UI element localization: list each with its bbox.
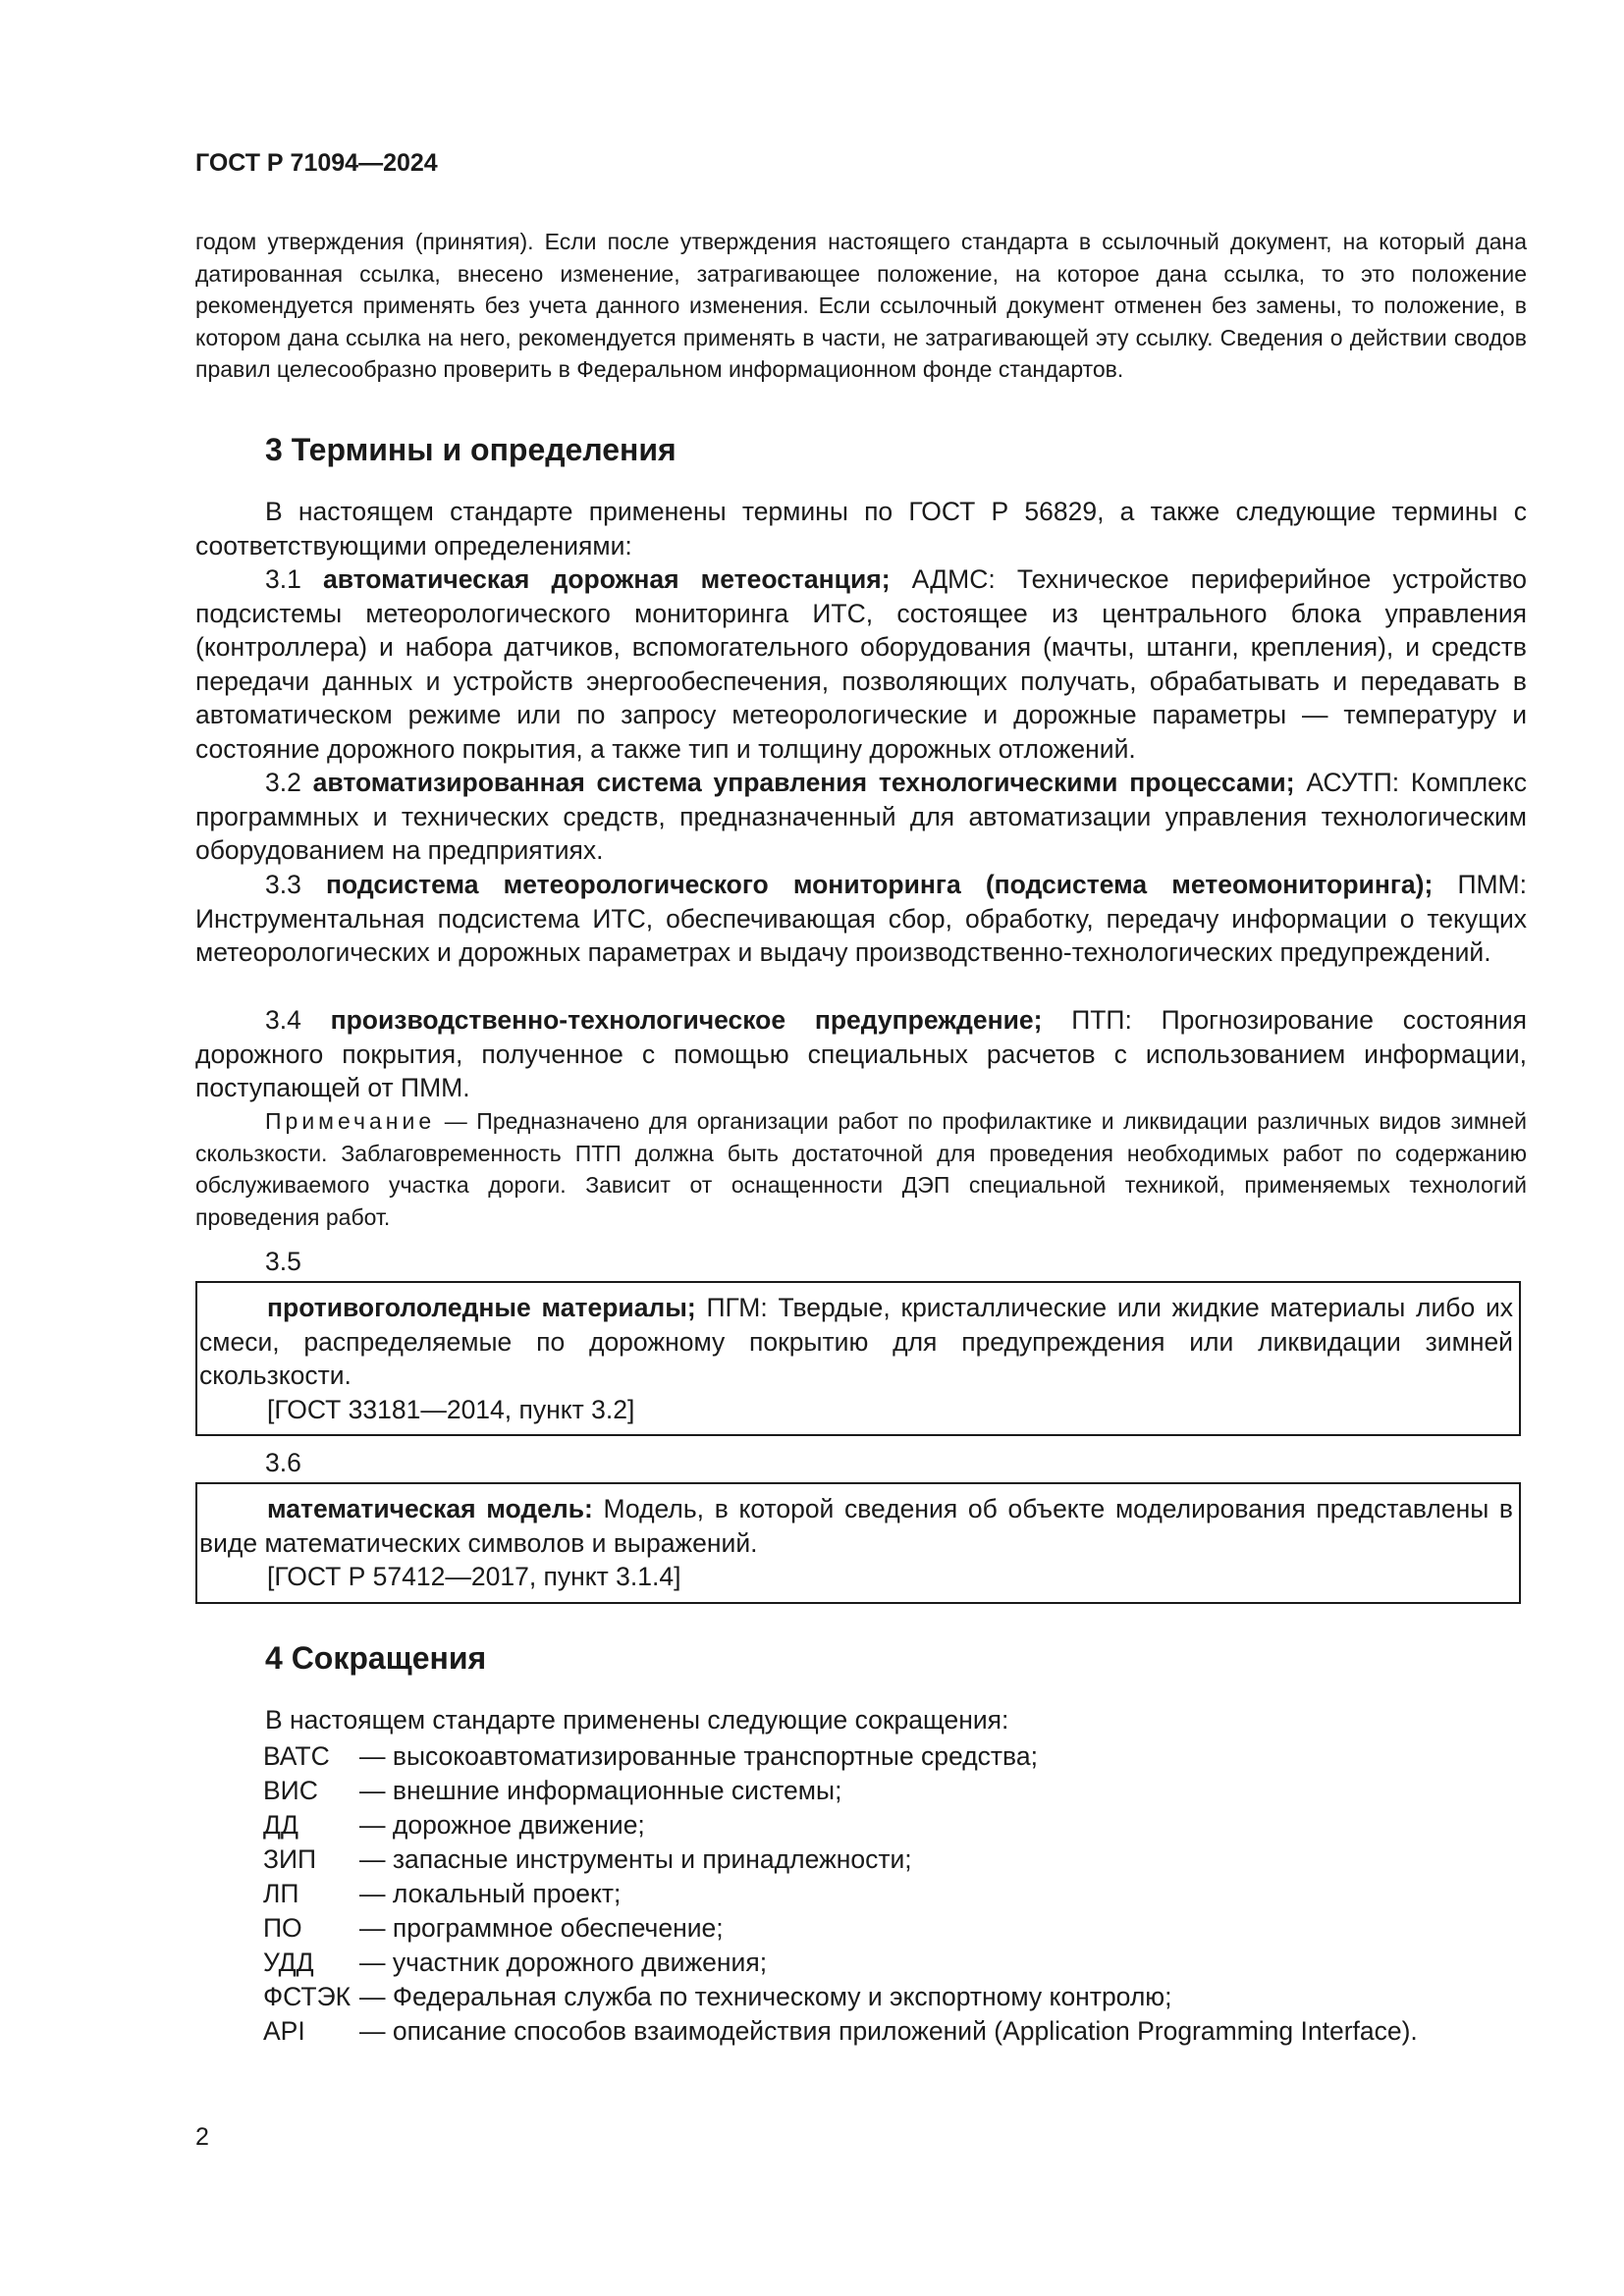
term-number: 3.1 — [265, 564, 301, 594]
term-name: противогололедные материалы; — [267, 1293, 696, 1322]
term-3-6-box — [195, 1482, 1521, 1604]
note-text: — Предназначено для организации работ по профилактике и ликвидации различных видов зимней скользкости. Заблаговременность ПТП должна быть достаточной для проведения необходимых работ по содержанию обслуживаемого участка дороги. Зависит от оснащенности ДЭП специальной техникой, применяемых технологий проведения работ. — [195, 1108, 1527, 1230]
abbreviation-term: УДД — [263, 1948, 314, 1977]
abbreviation-row — [263, 1739, 1038, 1774]
abbreviation-row — [263, 1774, 841, 1808]
term-definition: ПТП: Прогнозирование состояния дорожного покрытия, полученное с помощью специальных расчетов с использованием информации, поступающей от ПММ. — [195, 1005, 1527, 1102]
page-number: 2 — [195, 2123, 209, 2151]
abbreviation-row — [263, 1980, 1172, 2014]
abbreviation-term: ВИС — [263, 1776, 318, 1805]
abbreviation-row — [263, 2014, 1418, 2049]
term-definition: ПГМ: Твердые, кристаллические или жидкие материалы либо их смеси, распределяемые по дорожному покрытию для предупреждения или ликвидации зимней скользкости. — [199, 1293, 1514, 1390]
abbreviation-term: ЛП — [263, 1879, 299, 1908]
term-3-5-box — [195, 1281, 1521, 1436]
section-3-intro: В настоящем стандарте применены термины по ГОСТ Р 56829, а также следующие термины с соответствующими определениями: — [195, 497, 1527, 561]
term-3-4 — [195, 1003, 1527, 1105]
abbreviation-desc: — локальный проект; — [359, 1879, 622, 1908]
term-3-1 — [195, 562, 1527, 766]
abbreviation-term: API — [263, 2016, 305, 2046]
abbreviation-desc: — описание способов взаимодействия приложений (Application Programming Interface). — [359, 2016, 1418, 2046]
term-3-6-source: [ГОСТ Р 57412—2017, пункт 3.1.4] — [267, 1562, 681, 1591]
abbreviation-desc: — участник дорожного движения; — [359, 1948, 768, 1977]
term-name: производственно-технологическое предупреждение; — [330, 1005, 1043, 1035]
term-number: 3.2 — [265, 768, 301, 797]
term-definition: АДМС: Техническое периферийное устройство подсистемы метеорологического мониторинга ИТС, состоящее из центрального блока управления (контроллера) и набора датчиков, вспомогательного оборудования (мачты, штанги, крепления), и средств передачи данных и устройств энергообеспечения, позволяющих получать, обрабатывать и передавать в автоматическом режиме или по запросу метеорологические и дорожные параметры — температуру и состояние дорожного покрытия, а также тип и толщину дорожных отложений. — [195, 564, 1527, 764]
abbreviation-row — [263, 1842, 912, 1877]
abbreviation-term: ФСТЭК — [263, 1982, 352, 2011]
abbreviation-term: ДД — [263, 1810, 298, 1840]
abbreviation-row — [263, 1946, 767, 1980]
term-3-3 — [195, 868, 1527, 970]
term-definition: АСУТП: Комплекс программных и технических средств, предназначенный для автоматизации управления технологическим оборудованием на предприятиях. — [195, 768, 1527, 865]
abbreviation-row — [263, 1808, 645, 1842]
abbreviation-desc: — программное обеспечение; — [359, 1913, 724, 1943]
term-3-5-number: 3.5 — [265, 1247, 301, 1276]
section-4-intro: В настоящем стандарте применены следующие сокращения: — [265, 1705, 1009, 1735]
term-3-6-number: 3.6 — [265, 1448, 301, 1477]
term-3-6-body — [199, 1492, 1513, 1560]
term-name: математическая модель: — [267, 1494, 593, 1523]
term-name: автоматическая дорожная метеостанция; — [322, 564, 891, 594]
abbreviation-desc: — внешние информационные системы; — [359, 1776, 842, 1805]
abbreviation-desc: — Федеральная служба по техническому и экспортному контролю; — [359, 1982, 1172, 2011]
section-3-heading: 3 Термины и определения — [265, 432, 677, 467]
abbreviation-term: ПО — [263, 1913, 302, 1943]
document-code-header: ГОСТ Р 71094—2024 — [195, 149, 438, 177]
term-definition: ПММ: Инструментальная подсистема ИТС, обеспечивающая сбор, обработку, передачу информации о текущих метеорологических и дорожных параметрах и выдачу производственно-технологических предупреждений. — [195, 870, 1527, 967]
term-3-5-body — [199, 1291, 1513, 1393]
note-paragraph — [195, 1105, 1527, 1233]
abbreviation-row — [263, 1911, 724, 1946]
term-3-5-source: [ГОСТ 33181—2014, пункт 3.2] — [267, 1394, 635, 1424]
intro-paragraph: годом утверждения (принятия). Если после утверждения настоящего стандарта в ссылочный документ, на который дана датированная ссылка, внесено изменение, затрагивающее положение, на которое дана ссылка, то это положение рекомендуется применять без учета данного изменения. Если ссылочный документ отменен без замены, то положение, в котором дана ссылка на него, рекомендуется применять в части, не затрагивающей эту ссылку. Сведения о действии сводов правил целесообразно проверить в Федеральном информационном фонде стандартов. — [195, 229, 1527, 382]
abbreviation-term: ЗИП — [263, 1844, 317, 1874]
abbreviation-desc: — запасные инструменты и принадлежности; — [359, 1844, 912, 1874]
note-label: Примечание — [265, 1108, 436, 1134]
term-number: 3.3 — [265, 870, 301, 899]
term-name: автоматизированная система управления технологическими процессами; — [312, 768, 1295, 797]
abbreviation-desc: — дорожное движение; — [359, 1810, 645, 1840]
section-4-heading: 4 Сокращения — [265, 1640, 487, 1676]
abbreviation-term: ВАТС — [263, 1741, 330, 1771]
abbreviation-desc: — высокоавтоматизированные транспортные средства; — [359, 1741, 1038, 1771]
abbreviation-row — [263, 1877, 621, 1911]
term-number: 3.4 — [265, 1005, 301, 1035]
term-definition: Модель, в которой сведения об объекте моделирования представлены в виде математических символов и выражений. — [199, 1494, 1514, 1558]
term-3-2 — [195, 766, 1527, 868]
term-name: подсистема метеорологического мониторинга (подсистема метеомониторинга); — [326, 870, 1434, 899]
